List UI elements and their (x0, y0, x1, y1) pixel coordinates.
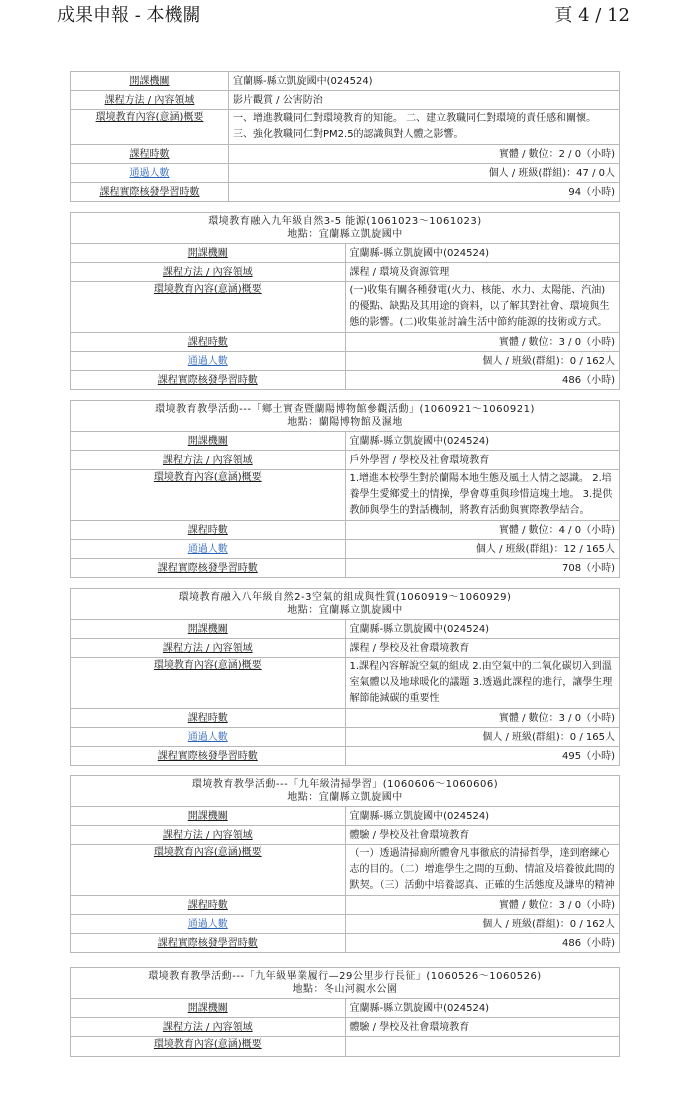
page-indicator: 頁 4 / 12 (554, 5, 630, 26)
label-total: 課程實際核發學習時數 (71, 747, 346, 766)
value-method: 影片觀賞 / 公害防治 (229, 91, 620, 110)
row-title (71, 968, 620, 999)
row-agency (71, 620, 620, 639)
label-total: 課程實際核發學習時數 (71, 559, 346, 578)
row-agency (71, 999, 620, 1018)
row-agency (71, 244, 620, 263)
value-method: 體驗 / 學校及社會環境教育 (345, 1018, 620, 1037)
label-content: 環境教育內容(意涵)概要 (71, 110, 229, 145)
label-hours: 課程時數 (71, 521, 346, 540)
link-count[interactable]: 通過人數 (71, 352, 346, 371)
label-agency: 開課機關 (71, 807, 346, 826)
value-hours: 實體 / 數位：3 / 0（小時) (345, 333, 620, 352)
label-hours: 課程時數 (71, 896, 346, 915)
label-agency: 開課機關 (71, 620, 346, 639)
value-count: 個人 / 班級(群組)：0 / 165人 (345, 728, 620, 747)
record-title-cell (71, 213, 620, 244)
value-content: 1.增進本校學生對於蘭陽本地生態及風土人情之認識。 2.培養學生愛鄉愛土的情操，學會尊重與珍惜這塊土地。 3.提供教師與學生的對話機制，將教育活動與實際教學結合。 (345, 470, 620, 521)
value-agency: 宜蘭縣-縣立凱旋國中(024524) (345, 432, 620, 451)
row-title (71, 589, 620, 620)
row-count (71, 540, 620, 559)
row-method (71, 1018, 620, 1037)
record-title: 環境教育融入九年級自然3-5 能源(1061023～1061023) (208, 216, 482, 227)
row-count (71, 915, 620, 934)
value-count: 個人 / 班級(群組)：47 / 0人 (229, 164, 620, 183)
value-total: 94（小時) (229, 183, 620, 202)
record-location: 地點：蘭陽博物館及濕地 (287, 417, 403, 428)
value-agency: 宜蘭縣-縣立凱旋國中(024524) (345, 807, 620, 826)
row-count (71, 352, 620, 371)
label-method: 課程方法 / 內容領域 (71, 826, 346, 845)
value-agency: 宜蘭縣-縣立凱旋國中(024524) (229, 72, 620, 91)
record-location: 地點：宜蘭縣立凱旋國中 (287, 792, 403, 803)
row-method (71, 91, 620, 110)
link-count[interactable]: 通過人數 (71, 540, 346, 559)
record-title: 環境教育融入八年級自然2-3空氣的組成與性質(1060919～1060929) (178, 592, 512, 603)
value-content: 1.課程內容解說空氣的組成 2.由空氣中的二氧化碳切入到溫室氣體以及地球暖化的議題 3.透過此課程的進行，讓學生理解節能減碳的重要性 (345, 658, 620, 709)
row-hours (71, 333, 620, 352)
value-hours: 實體 / 數位：3 / 0（小時) (345, 709, 620, 728)
row-content (71, 1037, 620, 1057)
value-hours: 實體 / 數位：2 / 0（小時) (229, 145, 620, 164)
label-hours: 課程時數 (71, 709, 346, 728)
record-table (70, 400, 620, 578)
row-total (71, 559, 620, 578)
row-title (71, 401, 620, 432)
label-content: 環境教育內容(意涵)概要 (71, 658, 346, 709)
label-method: 課程方法 / 內容領域 (71, 263, 346, 282)
value-agency: 宜蘭縣-縣立凱旋國中(024524) (345, 244, 620, 263)
label-content: 環境教育內容(意涵)概要 (71, 845, 346, 896)
value-hours: 實體 / 數位：4 / 0（小時) (345, 521, 620, 540)
row-content (71, 845, 620, 896)
value-total: 495（小時) (345, 747, 620, 766)
value-content: （一）透過清掃廁所體會凡事徹底的清掃哲學，達到磨練心志的目的。（二）增進學生之間的互動、情誼及培養彼此間的默契。（三）活動中培養認真、正確的生活態度及謙卑的精神 (345, 845, 620, 896)
row-title (71, 213, 620, 244)
row-method (71, 451, 620, 470)
value-method: 戶外學習 / 學校及社會環境教育 (345, 451, 620, 470)
record-title: 環境教育教學活動---「九年級畢業履行—29公里步行長征」(1060526～1060526) (148, 971, 542, 982)
record-title: 環境教育教學活動---「鄉土實查暨蘭陽博物館參觀活動」(1060921～1060921) (155, 404, 535, 415)
row-content (71, 110, 620, 145)
label-agency: 開課機關 (71, 999, 346, 1018)
row-total (71, 747, 620, 766)
row-method (71, 263, 620, 282)
value-content (345, 1037, 620, 1057)
label-agency: 開課機關 (71, 432, 346, 451)
link-count[interactable]: 通過人數 (71, 164, 229, 183)
link-count[interactable]: 通過人數 (71, 728, 346, 747)
row-content (71, 658, 620, 709)
label-total: 課程實際核發學習時數 (71, 371, 346, 390)
record-table (70, 775, 620, 953)
value-count: 個人 / 班級(群組)：0 / 162人 (345, 352, 620, 371)
record-table (70, 71, 620, 202)
label-method: 課程方法 / 內容領域 (71, 451, 346, 470)
row-agency (71, 807, 620, 826)
record-table (70, 588, 620, 766)
label-content: 環境教育內容(意涵)概要 (71, 282, 346, 333)
value-total: 486（小時) (345, 934, 620, 953)
label-content: 環境教育內容(意涵)概要 (71, 470, 346, 521)
row-content (71, 282, 620, 333)
row-method (71, 826, 620, 845)
label-agency: 開課機關 (71, 72, 229, 91)
row-count (71, 728, 620, 747)
record-location: 地點：冬山河親水公園 (292, 984, 398, 995)
value-agency: 宜蘭縣-縣立凱旋國中(024524) (345, 620, 620, 639)
label-content: 環境教育內容(意涵)概要 (71, 1037, 346, 1057)
value-method: 課程 / 學校及社會環境教育 (345, 639, 620, 658)
record-table (70, 967, 620, 1057)
record-location: 地點：宜蘭縣立凱旋國中 (287, 605, 403, 616)
label-method: 課程方法 / 內容領域 (71, 639, 346, 658)
row-hours (71, 896, 620, 915)
label-method: 課程方法 / 內容領域 (71, 1018, 346, 1037)
row-title (71, 776, 620, 807)
label-agency: 開課機關 (71, 244, 346, 263)
row-total (71, 183, 620, 202)
value-hours: 實體 / 數位：3 / 0（小時) (345, 896, 620, 915)
row-total (71, 934, 620, 953)
row-method (71, 639, 620, 658)
value-method: 體驗 / 學校及社會環境教育 (345, 826, 620, 845)
header-title: 成果申報 - 本機關 (57, 5, 201, 26)
row-hours (71, 709, 620, 728)
value-total: 486（小時) (345, 371, 620, 390)
link-count[interactable]: 通過人數 (71, 915, 346, 934)
record-table (70, 212, 620, 390)
record-title: 環境教育教學活動---「九年級清掃學習」(1060606～1060606) (191, 779, 499, 790)
label-hours: 課程時數 (71, 333, 346, 352)
value-count: 個人 / 班級(群組)：12 / 165人 (345, 540, 620, 559)
row-agency (71, 72, 620, 91)
record-location: 地點：宜蘭縣立凱旋國中 (287, 229, 403, 240)
label-method: 課程方法 / 內容領域 (71, 91, 229, 110)
value-total: 708（小時) (345, 559, 620, 578)
record-title-cell (71, 968, 620, 999)
label-total: 課程實際核發學習時數 (71, 934, 346, 953)
row-hours (71, 145, 620, 164)
row-count (71, 164, 620, 183)
row-agency (71, 432, 620, 451)
label-hours: 課程時數 (71, 145, 229, 164)
value-count: 個人 / 班級(群組)：0 / 162人 (345, 915, 620, 934)
row-content (71, 470, 620, 521)
row-hours (71, 521, 620, 540)
value-method: 課程 / 環境及資源管理 (345, 263, 620, 282)
record-title-cell (71, 589, 620, 620)
row-total (71, 371, 620, 390)
record-title-cell (71, 401, 620, 432)
value-agency: 宜蘭縣-縣立凱旋國中(024524) (345, 999, 620, 1018)
record-title-cell (71, 776, 620, 807)
value-content: (一)收集有關各種發電(火力、核能、水力、太陽能、汽油)的優點、缺點及其用途的資料，以了解其對社會、環境與生態的影響。(二)收集並討論生活中節約能源的技術或方式。 (345, 282, 620, 333)
value-content: 一、增進教職同仁對環境教育的知能。 二、建立教職同仁對環境的責任感和關懷。 三、強化教職同仁對PM2.5的認識與對人體之影響。 (229, 110, 620, 145)
label-total: 課程實際核發學習時數 (71, 183, 229, 202)
